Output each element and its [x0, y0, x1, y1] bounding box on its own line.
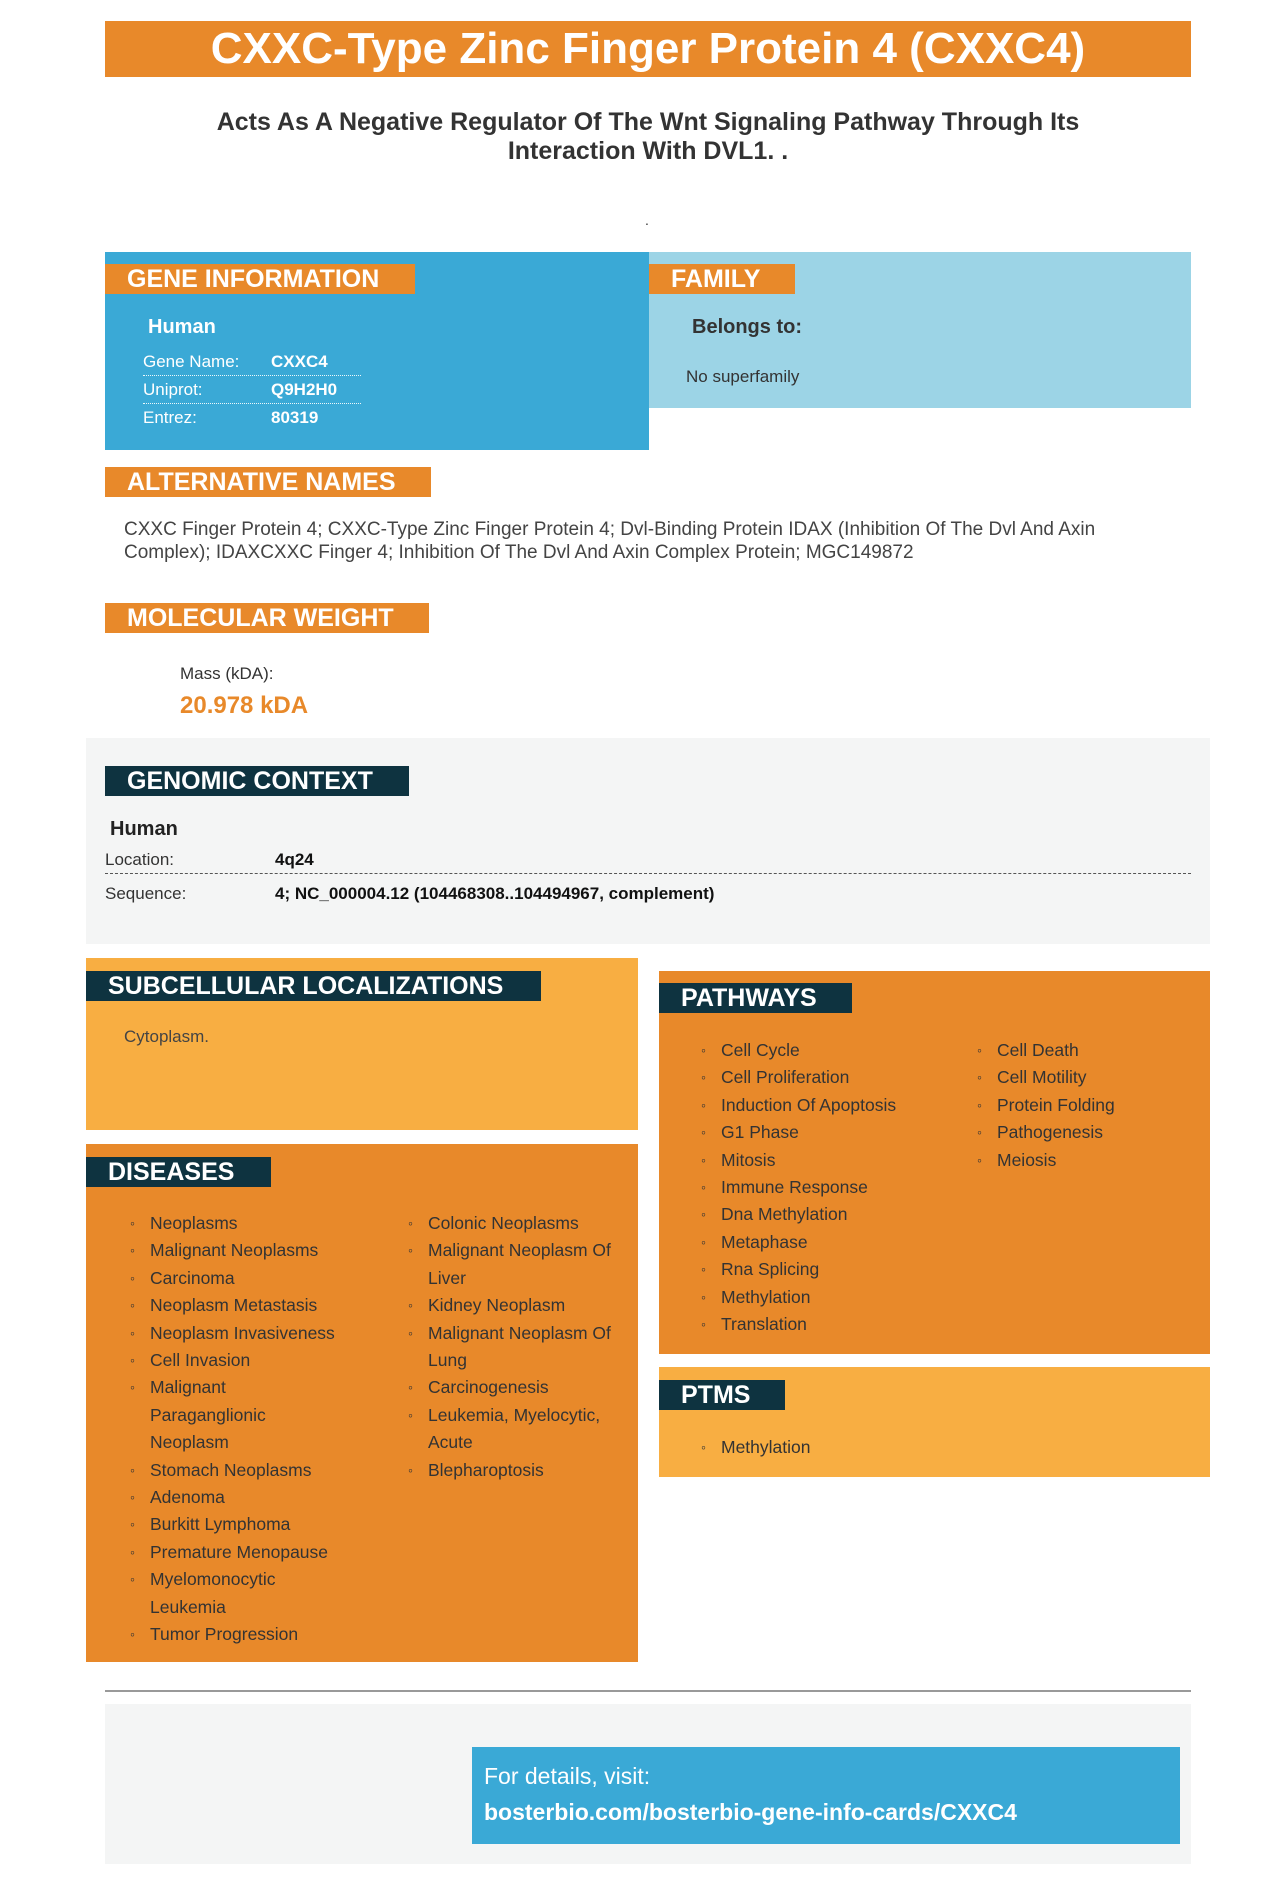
entrez-label: Entrez: — [143, 408, 197, 427]
list-item: ◦ Adenoma — [130, 1484, 366, 1511]
molecular-weight-heading: MOLECULAR WEIGHT — [105, 603, 429, 633]
list-item: ◦ Pathogenesis — [977, 1119, 1197, 1146]
gene-name-value: CXXC4 — [271, 352, 328, 371]
page-subtitle: Acts As A Negative Regulator Of The Wnt Signaling Pathway Through Its Interaction With DVL1. . — [216, 108, 1080, 165]
gene-name-row — [143, 348, 361, 376]
list-item: ◦ Malignant Neoplasm Of Liver — [408, 1237, 618, 1292]
sequence-value: 4; NC_000004.12 (104468308..104494967, complement) — [275, 884, 715, 903]
list-item: ◦ G1 Phase — [701, 1119, 961, 1146]
uniprot-label: Uniprot: — [143, 380, 203, 399]
list-item: ◦ Malignant Neoplasm Of Lung — [408, 1320, 618, 1375]
alternative-names-heading: ALTERNATIVE NAMES — [105, 467, 431, 497]
gene-information-panel — [105, 252, 649, 450]
list-item: ◦ Tumor Progression — [130, 1621, 366, 1648]
list-item: ◦ Neoplasm Metastasis — [130, 1292, 366, 1319]
list-item: ◦ Methylation — [701, 1284, 961, 1311]
details-callout — [472, 1747, 1180, 1844]
gene-name-label: Gene Name: — [143, 352, 240, 371]
list-item: ◦ Carcinogenesis — [408, 1374, 618, 1401]
uniprot-value: Q9H2H0 — [271, 380, 338, 399]
location-row — [105, 844, 1191, 874]
alternative-names-text: CXXC Finger Protein 4; CXXC-Type Zinc Finger Protein 4; Dvl-Binding Protein IDAX (Inhibition Of The Dvl And Axin Complex); IDAXCXXC Finger 4; Inhibition Of The Dvl And Axin Complex Protein; MGC149872 — [124, 519, 1096, 563]
list-item: ◦ Cell Proliferation — [701, 1064, 961, 1091]
list-item: ◦ Neoplasms — [130, 1210, 366, 1237]
list-item: ◦ Dna Methylation — [701, 1201, 961, 1228]
list-item: ◦ Induction Of Apoptosis — [701, 1092, 961, 1119]
family-belongs-label: Belongs to: — [692, 316, 802, 338]
sequence-label: Sequence: — [105, 884, 187, 903]
details-label: For details, visit: — [484, 1763, 651, 1789]
list-item: ◦ Stomach Neoplasms — [130, 1457, 366, 1484]
list-item: ◦ Blepharoptosis — [408, 1457, 618, 1484]
entrez-row — [143, 404, 361, 431]
diseases-list-col2 — [408, 1210, 618, 1484]
mass-label: Mass (kDA): — [180, 664, 274, 683]
pathways-list-col2 — [977, 1037, 1197, 1174]
list-item: ◦ Burkitt Lymphoma — [130, 1511, 366, 1538]
list-item: ◦ Mitosis — [701, 1147, 961, 1174]
list-item: ◦ Translation — [701, 1311, 961, 1338]
list-item: ◦ Myelomonocytic Leukemia — [130, 1566, 300, 1621]
list-item: ◦ Cell Motility — [977, 1064, 1197, 1091]
list-item: ◦ Cell Death — [977, 1037, 1197, 1064]
list-item: ◦ Cell Cycle — [701, 1037, 961, 1064]
uniprot-row — [143, 376, 361, 404]
entrez-value: 80319 — [271, 408, 319, 427]
footer-divider — [105, 1690, 1191, 1692]
list-item: ◦ Meiosis — [977, 1147, 1197, 1174]
page-title: CXXC-Type Zinc Finger Protein 4 (CXXC4) — [105, 21, 1191, 77]
pathways-list-col1 — [701, 1037, 961, 1338]
list-item: ◦ Kidney Neoplasm — [408, 1292, 618, 1319]
list-item: ◦ Carcinoma — [130, 1265, 366, 1292]
pathways-panel — [659, 971, 1210, 1354]
diseases-panel — [86, 1144, 638, 1662]
details-link[interactable]: bosterbio.com/bosterbio-gene-info-cards/CXXC4 — [484, 1799, 1017, 1825]
subcellular-localizations-heading: SUBCELLULAR LOCALIZATIONS — [86, 971, 541, 1001]
location-value: 4q24 — [275, 850, 314, 869]
separator-dot: . — [645, 212, 649, 228]
location-label: Location: — [105, 850, 174, 869]
gene-species: Human — [148, 316, 216, 338]
ptms-panel — [659, 1367, 1210, 1477]
pathways-heading: PATHWAYS — [659, 983, 852, 1013]
list-item: ◦ Neoplasm Invasiveness — [130, 1320, 366, 1347]
sequence-row — [105, 879, 1191, 909]
list-item: ◦ Protein Folding — [977, 1092, 1197, 1119]
list-item: ◦ Premature Menopause — [130, 1539, 366, 1566]
list-item: ◦ Methylation — [701, 1434, 961, 1461]
ptms-heading: PTMS — [659, 1380, 785, 1410]
genomic-species: Human — [110, 818, 178, 840]
ptms-list — [701, 1434, 961, 1461]
list-item: ◦ Metaphase — [701, 1229, 961, 1256]
genomic-context-panel — [86, 738, 1210, 944]
genomic-context-heading: GENOMIC CONTEXT — [105, 766, 409, 796]
list-item: ◦ Malignant Paraganglionic Neoplasm — [130, 1374, 300, 1456]
list-item: ◦ Colonic Neoplasms — [408, 1210, 618, 1237]
list-item: ◦ Rna Splicing — [701, 1256, 961, 1283]
mass-value: 20.978 kDA — [180, 692, 309, 719]
list-item: ◦ Malignant Neoplasms — [130, 1237, 366, 1264]
list-item: ◦ Cell Invasion — [130, 1347, 366, 1374]
family-panel — [649, 252, 1191, 408]
diseases-heading: DISEASES — [86, 1157, 271, 1187]
family-value: No superfamily — [686, 367, 800, 386]
subcellular-text: Cytoplasm. — [124, 1027, 210, 1046]
diseases-list-col1 — [130, 1210, 366, 1649]
list-item: ◦ Immune Response — [701, 1174, 961, 1201]
subcellular-localizations-panel — [86, 958, 638, 1130]
family-heading: FAMILY — [649, 264, 795, 294]
list-item: ◦ Leukemia, Myelocytic, Acute — [408, 1402, 618, 1457]
gene-information-heading: GENE INFORMATION — [105, 264, 415, 294]
